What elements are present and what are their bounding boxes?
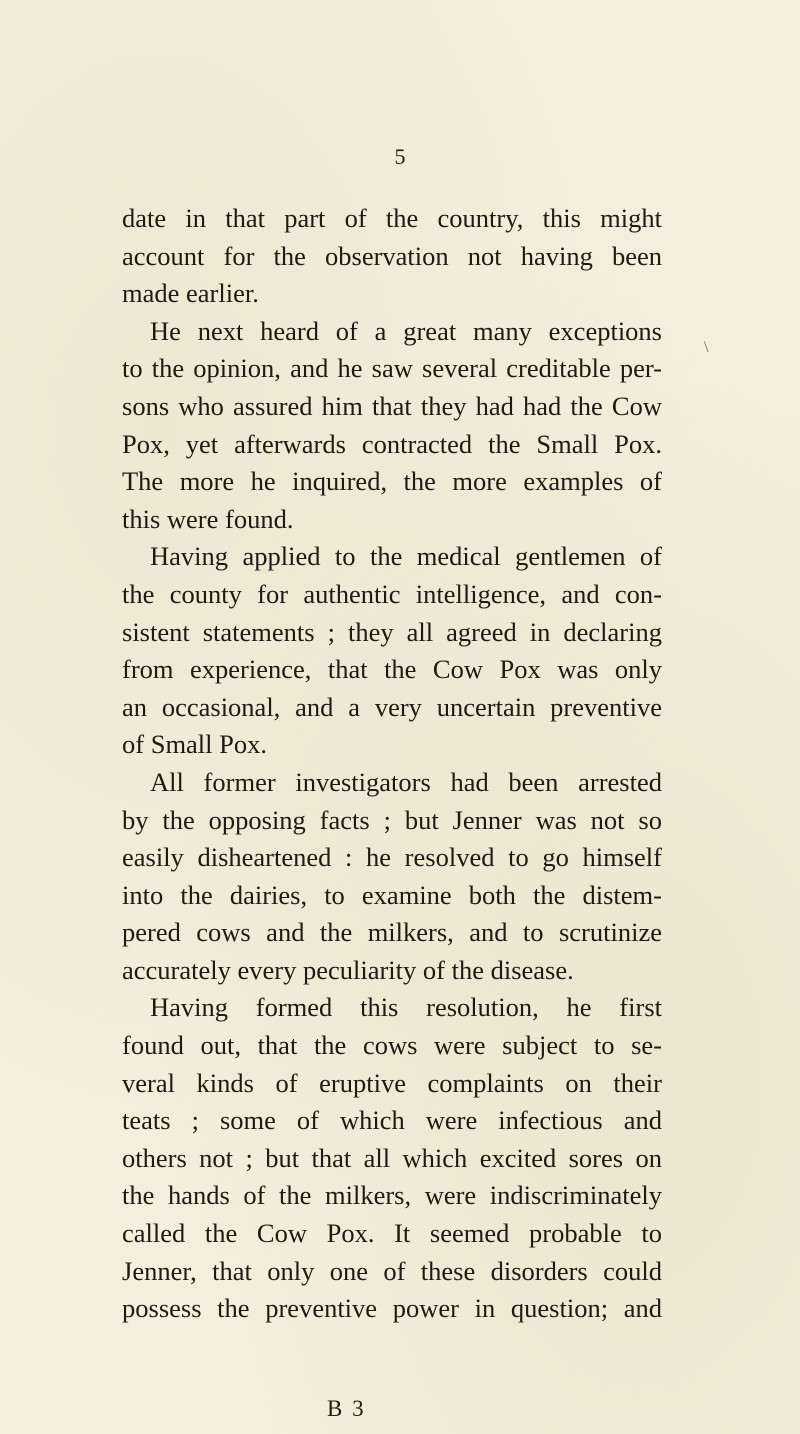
- text-line: date in that part of the country, this might: [122, 203, 662, 233]
- text-line: others not ; but that all which excited sores on: [122, 1142, 662, 1173]
- text-line: possess the preventive power in question; and: [122, 1293, 662, 1324]
- text-line: pered cows and the milkers, and to scrutinize: [122, 917, 662, 948]
- text-line: by the opposing facts ; but Jenner was not so: [122, 804, 662, 835]
- margin-mark: \: [704, 339, 709, 356]
- text-line: Jenner, that only one of these disorders could: [122, 1255, 662, 1286]
- text-line: Having formed this resolution, he first: [150, 992, 662, 1023]
- signature-mark: B 3: [327, 1396, 366, 1421]
- text-line: account for the observation not having been: [122, 240, 662, 271]
- page-number: 5: [394, 144, 406, 169]
- text-line: found out, that the cows were subject to se-: [122, 1030, 662, 1061]
- text-line: called the Cow Pox. It seemed probable to: [122, 1218, 662, 1249]
- text-line: this were found.: [122, 503, 294, 534]
- text-line: made earlier.: [122, 278, 259, 309]
- text-line: All former investigators had been arrested: [150, 766, 662, 797]
- text-line: the hands of the milkers, were indiscriminately: [122, 1180, 662, 1211]
- text-line: easily disheartened : he resolved to go himself: [122, 842, 662, 873]
- text-line: the county for authentic intelligence, and con-: [122, 578, 662, 609]
- text-line: sons who assured him that they had had the Cow: [122, 390, 662, 421]
- text-line: He next heard of a great many exceptions: [150, 315, 662, 346]
- text-line: teats ; some of which were infectious and: [122, 1105, 662, 1136]
- text-line: of Small Pox.: [122, 729, 268, 760]
- text-line: veral kinds of eruptive complaints on their: [122, 1067, 662, 1098]
- text-line: an occasional, and a very uncertain preventive: [122, 691, 662, 722]
- text-line: The more he inquired, the more examples of: [122, 466, 662, 497]
- body-text: [122, 200, 662, 1328]
- text-line: from experience, that the Cow Pox was only: [122, 654, 662, 685]
- text-line: Pox, yet afterwards contracted the Small Pox.: [122, 428, 662, 459]
- text-line: into the dairies, to examine both the distem-: [122, 879, 662, 910]
- text-line: Having applied to the medical gentlemen of: [150, 541, 662, 572]
- text-line: to the opinion, and he saw several creditable per-: [122, 353, 662, 384]
- text-line: accurately every peculiarity of the disease.: [122, 954, 574, 985]
- text-line: sistent statements ; they all agreed in declaring: [122, 616, 662, 647]
